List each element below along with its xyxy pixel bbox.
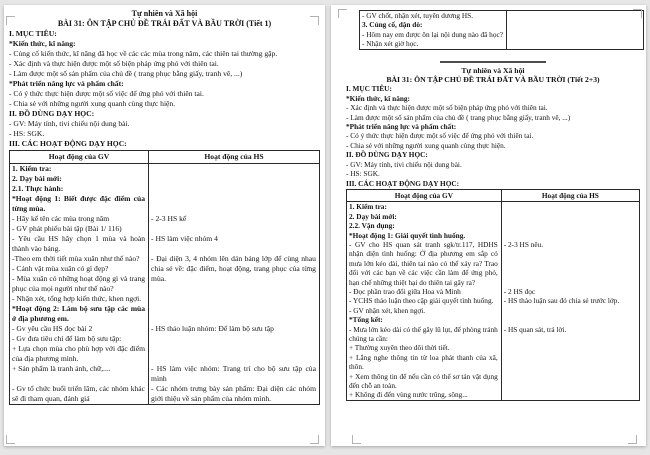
table-row xyxy=(10,164,319,214)
paragraph: - Xác định và thực hiện được một số biện pháp ứng phó với thiên tai. xyxy=(9,59,219,68)
paragraph: - HS: SGK. xyxy=(9,129,45,138)
paragraph: - 2-3 HS nêu. xyxy=(503,239,544,249)
paragraph: II. ĐỒ DÙNG DẠY HỌC: xyxy=(9,109,95,118)
student-activity-cell xyxy=(502,287,639,296)
lesson-separator-rule xyxy=(440,61,546,63)
table-row xyxy=(347,325,639,400)
student-activity-cell xyxy=(149,384,319,404)
table-column-header: Hoạt động của GV xyxy=(347,190,502,201)
lesson-title: BÀI 31: ÔN TẬP CHỦ ĐỀ TRÁI ĐẤT VÀ BẦU TRỜI (Tiết 1) xyxy=(57,19,272,28)
paragraph: - 2-3 HS kể xyxy=(151,214,187,223)
paragraph: 1. Kiểm tra: xyxy=(12,164,52,173)
paragraph: + Lắng nghe thông tin từ loa phát thanh của xã, thôn. xyxy=(349,352,498,372)
table-column-header: Hoạt động của HS xyxy=(541,190,599,200)
paragraph: - Gv tổ chức buổi triển lãm, các nhóm khác sẽ đi tham quan, đánh giá xyxy=(12,384,146,403)
paragraph: I. MỤC TIÊU: xyxy=(9,29,57,38)
table-row xyxy=(347,202,639,240)
paragraph: - Hôm nay em được ôn lại nội dung nào đã học? xyxy=(362,29,503,39)
teacher-activity-cell xyxy=(10,234,149,254)
paragraph: 1. Kiểm tra: xyxy=(349,202,387,212)
text-boundary-mark xyxy=(338,9,347,18)
table-row xyxy=(10,254,319,304)
table-row xyxy=(360,11,643,49)
lesson-title: BÀI 31: ÔN TẬP CHỦ ĐỀ TRÁI ĐẤT VÀ BẦU TRỜI (Tiết 2+3) xyxy=(386,75,600,85)
paragraph: *Kiến thức, kĩ năng: xyxy=(9,39,76,48)
paragraph: 3. Củng cố, dặn dò: xyxy=(362,20,423,30)
activities-table-lesson1-continued xyxy=(359,10,644,50)
text-boundary-mark xyxy=(6,16,15,25)
paragraph: - Gv yêu cầu HS đọc bài 2 xyxy=(12,324,93,333)
teacher-activity-cell xyxy=(347,287,502,296)
text-boundary-mark xyxy=(310,435,319,444)
student-activity-cell xyxy=(507,11,643,49)
student-activity-cell xyxy=(502,240,639,287)
lesson-objectives-section xyxy=(9,29,320,149)
paragraph: - YCHS thảo luận theo cặp giải quyết tình huống. xyxy=(349,296,494,306)
paragraph: - Mưa lớn kéo dài có thể gây lũ lụt, để phòng tránh chúng ta cần: xyxy=(349,324,498,343)
text-boundary-mark xyxy=(628,435,637,444)
paragraph: - Chia sẻ với những người xung quanh cùng thực hiện. xyxy=(346,140,506,150)
student-activity-cell xyxy=(149,364,319,384)
paragraph: - GV: Máy tính, tivi chiếu nội dung bài. xyxy=(9,119,130,128)
text-boundary-mark xyxy=(352,435,361,444)
paragraph: - Có ý thức thực hiện được một số việc để ứng phó với thiên tai. xyxy=(9,89,204,98)
student-activity-cell xyxy=(149,234,319,254)
paragraph: 2. Dạy bài mới: xyxy=(349,211,397,221)
table-row xyxy=(10,304,319,324)
paragraph: - Làm được một số sản phẩm của chủ đề ( trang phục bằng giấy, tranh vẽ, ...) xyxy=(9,69,243,78)
table-column-header: Hoạt động của GV xyxy=(10,151,149,163)
text-boundary-mark xyxy=(6,435,15,444)
paragraph: - HS thảo luận sau đó chia sẻ trước lớp. xyxy=(503,296,620,306)
paragraph: - Đọc phần trao đổi giữa Hoa và Minh xyxy=(349,286,461,296)
student-activity-cell xyxy=(502,296,639,324)
teacher-activity-cell xyxy=(10,384,149,404)
teacher-activity-cell xyxy=(347,296,502,324)
paragraph: 2.1. Thực hành: xyxy=(12,184,64,193)
text-boundary-mark xyxy=(310,16,319,25)
paragraph: - HS làm việc nhóm: Trang trí cho bộ sưu tập của mình xyxy=(151,364,316,383)
document-page-2 xyxy=(331,5,646,446)
paragraph: *Phát triển năng lực và phẩm chất: xyxy=(346,122,457,132)
table-row xyxy=(347,287,639,296)
paragraph: 2. Dạy bài mới: xyxy=(12,174,62,183)
activities-table-lesson23 xyxy=(346,189,640,401)
paragraph: - 2 HS đọc xyxy=(503,286,536,296)
paragraph: *Hoạt động 1: Giải quyết tình huống. xyxy=(349,230,466,240)
table-row xyxy=(10,234,319,254)
paragraph: 2.2. Vận dụng: xyxy=(349,221,395,231)
paragraph: - Nhận xét giờ học. xyxy=(362,39,419,49)
paragraph: - GV: Máy tính, tivi chiếu nội dung bài. xyxy=(346,159,462,169)
paragraph: - GV chốt, nhận xét, tuyên dương HS. xyxy=(362,11,474,20)
paragraph: - Xác định và thực hiện được một số biện pháp ứng phó với thiên tai. xyxy=(346,103,548,113)
subject-header: Tự nhiên và Xã hội xyxy=(461,65,525,75)
paragraph: *Hoạt động 2: Làm bộ sưu tập các mùa ở địa phương em. xyxy=(12,304,146,323)
paragraph: + Lựa chọn mùa cho phù hợp với đặc điểm của địa phương mình. xyxy=(12,344,146,363)
paragraph: - Làm được một số sản phẩm của chủ đề ( trang phục bằng giấy, tranh vẽ, ...) xyxy=(346,112,571,122)
paragraph: - Mùa xuân có những hoạt động gì và trang phục của mọi người như thế nào? xyxy=(12,274,146,293)
paragraph: II. ĐỒ DÙNG DẠY HỌC: xyxy=(346,150,428,160)
paragraph: + Xem thông tin để nếu cần có thể sơ tán vật dụng đến chỗ an toàn. xyxy=(349,371,498,391)
paragraph: III. CÁC HOẠT ĐỘNG DẠY HỌC: xyxy=(346,178,460,188)
student-activity-cell xyxy=(149,164,319,214)
student-activity-cell xyxy=(149,254,319,304)
paragraph: - GV nhận xét, khen ngợi. xyxy=(349,305,426,315)
text-boundary-mark xyxy=(633,9,642,18)
paragraph: + Không đi đến vùng nước trũng, sông... xyxy=(349,390,468,400)
student-activity-cell xyxy=(149,214,319,234)
paragraph: - Cảnh vật mùa xuân có gì đẹp? xyxy=(12,264,109,273)
paragraph: *Phát triển năng lực và phẩm chất: xyxy=(9,79,124,88)
student-activity-cell xyxy=(149,324,319,364)
paragraph: III. CÁC HOẠT ĐỘNG DẠY HỌC: xyxy=(9,139,127,148)
teacher-activity-cell xyxy=(10,254,149,304)
teacher-activity-cell xyxy=(347,202,502,240)
teacher-activity-cell xyxy=(10,324,149,364)
activities-table-lesson1 xyxy=(9,150,320,405)
paragraph: - Có ý thức thực hiện được một số việc để ứng phó với thiên tai. xyxy=(346,131,534,141)
teacher-activity-cell xyxy=(10,164,149,214)
paragraph: + Thường xuyên theo dõi thời tiết. xyxy=(349,343,450,353)
paragraph: - Gv đưa tiêu chí để làm bộ sưu tập: xyxy=(12,334,122,343)
paragraph: - Củng cố kiến thức, kĩ năng đã học về các các mùa trong năm, các thiên tai thường gặp. xyxy=(9,49,278,58)
teacher-activity-cell xyxy=(347,240,502,287)
teacher-activity-cell xyxy=(10,214,149,234)
lesson-objectives-section xyxy=(346,84,640,187)
paragraph: *Kiến thức, kĩ năng: xyxy=(346,93,410,103)
paragraph: - Nhận xét, tổng hợp kiến thức, khen ngợi. xyxy=(12,294,142,303)
paragraph: *Tổng kết: xyxy=(349,315,383,325)
table-row xyxy=(347,240,639,287)
table-row xyxy=(10,214,319,234)
paragraph: *Hoạt động 1: Biết được đặc điểm của từng mùa. xyxy=(12,194,146,213)
table-row xyxy=(10,324,319,364)
paragraph: -Theo em thời tiết mùa xuân như thế nào? xyxy=(12,254,140,263)
paragraph: - GV cho HS quan sát tranh sgk/tr.117, HDHS nhận diện tình huống: Ở địa phương em sắp có mưa lớn kéo dài, thiên tai nào có thể xảy ra? Trao đổi với các bạn về các việc cần làm để ứng phó, hạn chế những thiệt hại do thiên tai gây ra? xyxy=(349,239,498,287)
subject-header: Tự nhiên và Xã hội xyxy=(131,9,198,18)
table-row xyxy=(10,364,319,384)
teacher-activity-cell xyxy=(10,304,149,324)
paragraph: - HS làm việc nhóm 4 xyxy=(151,234,218,243)
paragraph: - HS quan sát, trả lời. xyxy=(503,324,567,334)
paragraph: - Yêu cầu HS hãy chọn 1 mùa và hoàn thành vào bảng. xyxy=(12,234,146,253)
student-activity-cell xyxy=(502,325,639,400)
paragraph: - Các nhóm trưng bày sản phẩm: Đại diện các nhóm giới thiệu về sản phẩm của nhóm mình. xyxy=(151,384,316,403)
paragraph: - Đại diện 3, 4 nhóm lên dán bảng lớp để cùng nhau chia sẻ về: đặc điểm, hoạt động, trang phục của từng mùa. xyxy=(151,254,316,283)
paragraph: - Hãy kể tên các mùa trong năm xyxy=(12,214,110,223)
paragraph: - HS thảo luận nhóm: Để làm bộ sưu tập xyxy=(151,324,274,333)
table-column-header: Hoạt động của HS xyxy=(204,152,264,161)
paragraph: I. MỤC TIÊU: xyxy=(346,84,392,94)
table-row xyxy=(347,296,639,324)
paragraph: - HS: SGK. xyxy=(346,169,380,179)
teacher-activity-cell xyxy=(360,11,507,49)
table-row xyxy=(10,384,319,404)
paragraph: - Chia sẻ với những người xung quanh cùng thực hiện. xyxy=(9,99,176,108)
paragraph: + Sản phẩm là tranh ảnh, chữ,.... xyxy=(12,364,111,373)
teacher-activity-cell xyxy=(347,325,502,400)
student-activity-cell xyxy=(149,304,319,324)
paragraph: - GV phát phiếu bài tập (Bài 1/ 116) xyxy=(12,224,122,233)
student-activity-cell xyxy=(502,202,639,240)
teacher-activity-cell xyxy=(10,364,149,384)
document-page-1 xyxy=(4,5,325,446)
